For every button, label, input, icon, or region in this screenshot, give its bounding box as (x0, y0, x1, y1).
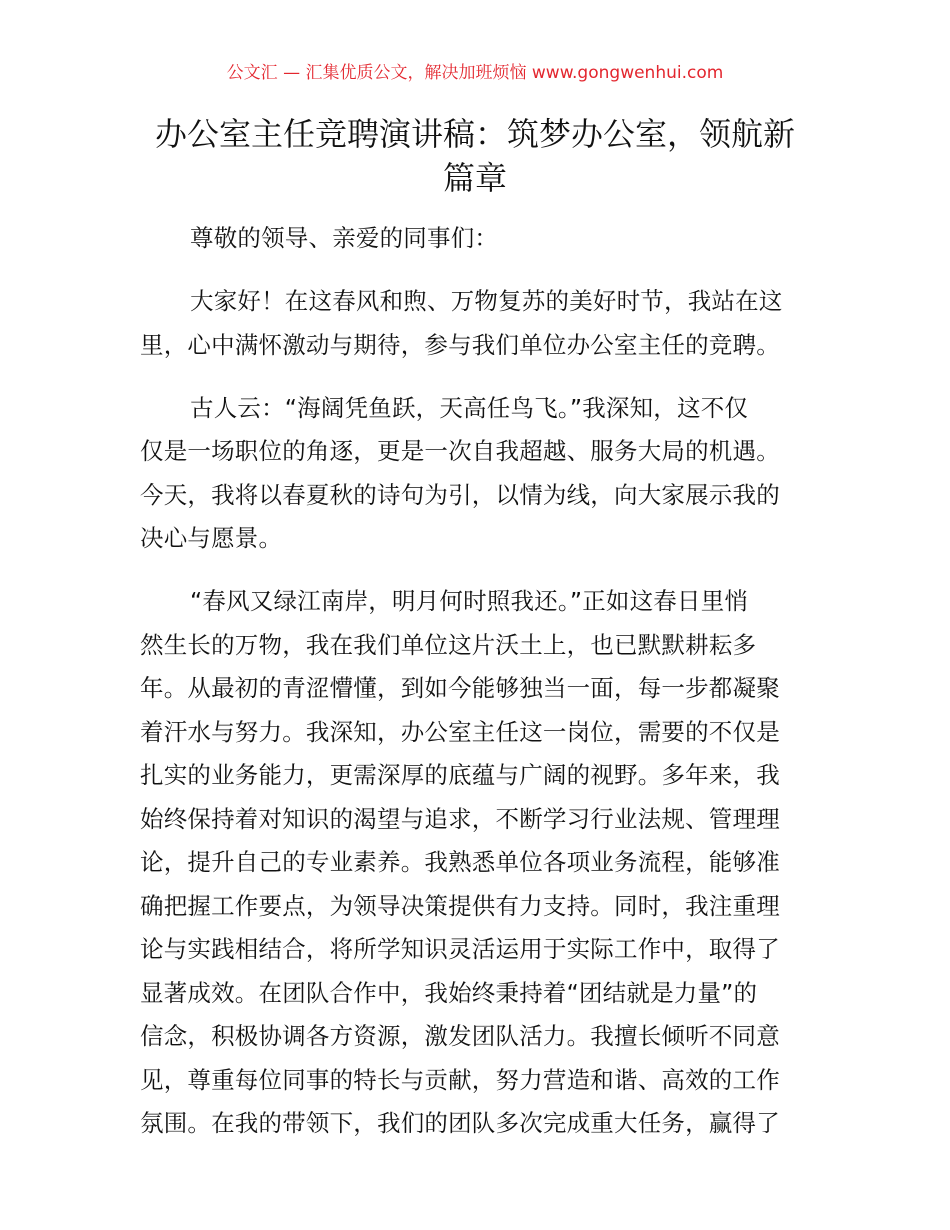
title-line: 办公室主任竞聘演讲稿：筑梦办公室，领航新 (154, 115, 795, 153)
paragraph-line: 氛围。在我的带领下，我们的团队多次完成重大任务，赢得了 (140, 1109, 780, 1137)
document-title (130, 112, 820, 200)
paragraph-line: 决心与愿景。 (140, 524, 283, 552)
paragraph (140, 582, 820, 1148)
paragraph-line: 然生长的万物，我在我们单位这片沃土上，也已默默耕耘多 (140, 630, 757, 659)
paragraph-line: 仅是一场职位的角逐，更是一次自我超越、服务大局的机遇。 (140, 437, 780, 465)
paragraph-line: 着汗水与努力。我深知，办公室主任这一岗位，需要的不仅是 (140, 717, 780, 746)
paragraph-line: 扎实的业务能力，更需深厚的底蕴与广阔的视野。多年来，我 (140, 761, 780, 789)
paragraph-line: “春风又绿江南岸，明月何时照我还。”正如这春日里悄 (190, 587, 749, 615)
document-body (140, 219, 820, 1167)
title-line: 篇章 (442, 159, 507, 197)
paragraph-line: 信念，积极协调各方资源，激发团队活力。我擅长倾听不同意 (140, 1022, 780, 1050)
header-banner: 公文汇 — 汇集优质公文，解决加班烦恼 www.gongwenhui.com (226, 63, 724, 83)
paragraph-line: 尊敬的领导、亲爱的同事们： (190, 224, 499, 252)
paragraph-line: 里，心中满怀激动与期待，参与我们单位办公室主任的竞聘。 (140, 330, 780, 359)
paragraph-line: 见，尊重每位同事的特长与贡献，努力营造和谐、高效的工作 (140, 1065, 780, 1094)
paragraph-line: 古人云：“海阔凭鱼跃，天高任鸟飞。”我深知，这不仅 (190, 393, 749, 422)
paragraph-line: 大家好！在这春风和煦、万物复苏的美好时节，我站在这 (190, 287, 783, 315)
paragraph-line: 今天，我将以春夏秋的诗句为引，以情为线，向大家展示我的 (140, 480, 780, 509)
paragraph-line: 确把握工作要点，为领导决策提供有力支持。同时，我注重理 (140, 891, 780, 920)
paragraph-line: 论，提升自己的专业素养。我熟悉单位各项业务流程，能够准 (140, 848, 780, 876)
paragraph-line: 显著成效。在团队合作中，我始终秉持着“团结就是力量”的 (140, 978, 758, 1007)
paragraph (140, 282, 820, 369)
paragraph-line: 年。从最初的青涩懵懂，到如今能够独当一面，每一步都凝聚 (140, 674, 780, 702)
paragraph-line: 始终保持着对知识的渴望与追求，不断学习行业法规、管理理 (140, 804, 780, 833)
paragraph-line: 论与实践相结合，将所学知识灵活运用于实际工作中，取得了 (140, 935, 780, 963)
paragraph (140, 389, 820, 563)
paragraph (140, 219, 820, 263)
